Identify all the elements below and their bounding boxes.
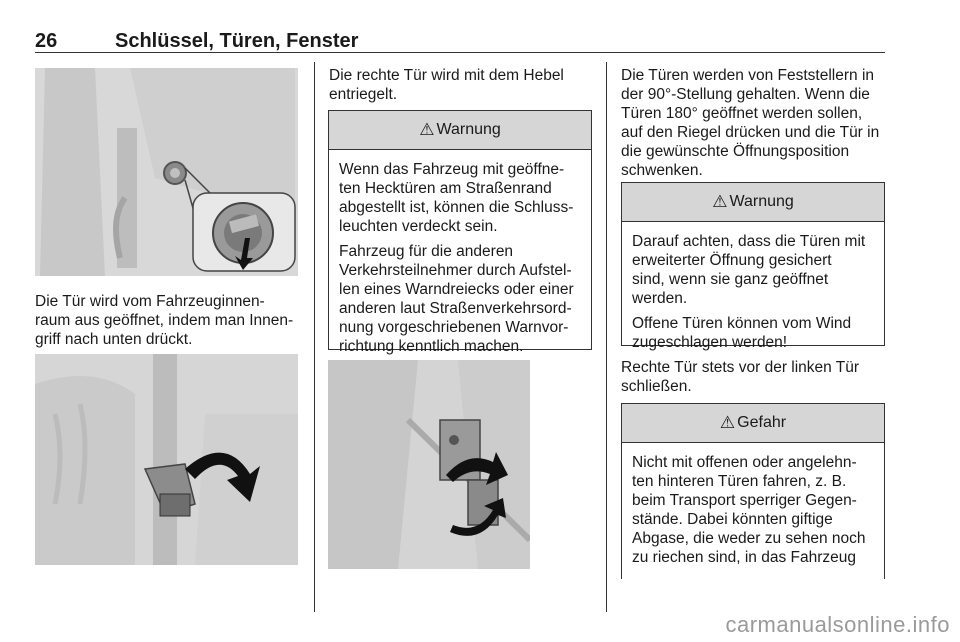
caption-door-open-inside: Die Tür wird vom Fahrzeuginnen- raum aus geöffnet, indem man Innen- griff nach unten drückt. (35, 293, 294, 348)
danger-box-exhaust (621, 403, 885, 579)
warning-header (329, 111, 591, 150)
warning-title: Warnung (436, 121, 501, 138)
danger-title: Gefahr (737, 414, 787, 431)
intro-lever-unlock: Die rechte Tür wird mit dem Hebel entriegelt. (329, 67, 564, 103)
column-divider-1 (314, 62, 315, 612)
figure-door-lock (35, 68, 298, 276)
warning-paragraph: Offene Türen können vom Wind zugeschlagen werden! (632, 315, 852, 351)
section-title: Schlüssel, Türen, Fenster (115, 30, 359, 52)
column-divider-2 (606, 62, 607, 612)
page-number: 26 (35, 30, 58, 52)
header-rule (35, 52, 885, 53)
closing-instruction: Rechte Tür stets vor der linken Tür schließen. (621, 359, 860, 395)
warning-header (622, 183, 884, 222)
warning-paragraph: Darauf achten, dass die Türen mit erweiterter Öffnung gesichert sind, wenn sie ganz geöffnet werden. (632, 233, 866, 307)
intro-door-stopper: Die Türen werden von Feststellern in der 90°-Stellung gehalten. Wenn die Türen 180° geöffnet werden sollen, auf den Riegel drücken und die Tür in die gewünschte Öffnungsposition schwenken. (621, 67, 880, 179)
warning-paragraph: Wenn das Fahrzeug mit geöffne- ten Hecktüren am Straßenrand abgestellt ist, können die Schluss- leuchten verdeckt sein. (339, 161, 574, 235)
danger-paragraph: Nicht mit offenen oder angelehn- ten hinteren Türen fahren, z. B. beim Transport sperriger Gegen- stände. Dabei könnten giftige Abgase, die weder zu sehen noch zu riechen sind, in das Fahrzeug (632, 454, 866, 566)
warning-paragraph: Fahrzeug für die anderen Verkehrsteilnehmer durch Aufstel- len eines Warndreiecks oder einer anderen laut Straßenverkehrsord- nung vorgeschriebenen Warnvor- richtung kenntlich machen. (339, 243, 574, 355)
danger-header (622, 404, 884, 443)
warning-box-wind (621, 182, 885, 351)
warning-box-taillights (328, 110, 592, 355)
figure-door-stopper (328, 360, 530, 569)
watermark: carmanualsonline.info (725, 612, 950, 637)
warning-title: Warnung (729, 193, 794, 210)
warning-triangle-icon: ⚠ (712, 192, 728, 211)
warning-triangle-icon: ⚠ (719, 413, 736, 432)
warning-triangle-icon: ⚠ (419, 120, 435, 139)
figure-door-handle (35, 354, 298, 565)
